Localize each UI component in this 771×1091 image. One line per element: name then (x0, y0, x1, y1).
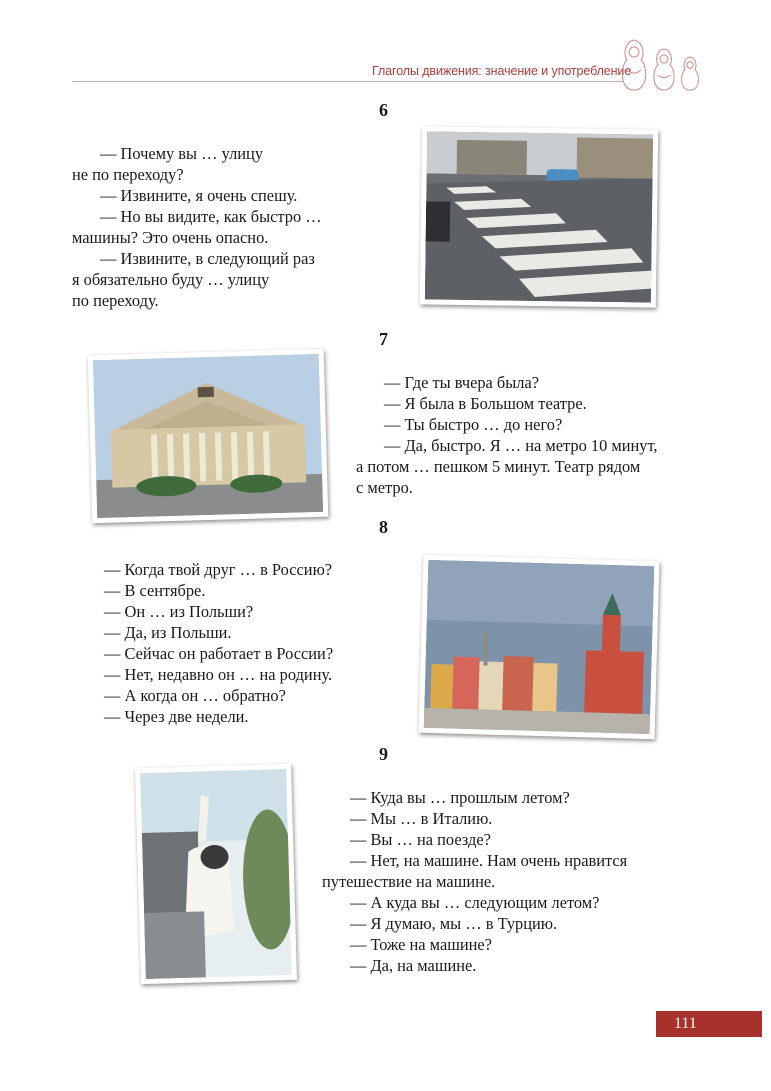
travel-photo (135, 764, 297, 984)
dialogue-line: — А куда вы … следующим летом? (350, 893, 600, 912)
exercise-dialogue (356, 372, 658, 498)
dialogue-line: — В сентябре. (104, 581, 206, 600)
dialogue-line: — Я была в Большом театре. (384, 394, 587, 413)
dialogue-line: — Извините, в следующий раз (100, 249, 315, 268)
exercise-number: 7 (379, 329, 388, 349)
exercise-number: 9 (379, 744, 388, 764)
dialogue-line: — Нет, недавно он … на родину. (104, 665, 333, 684)
castle-square-photo (419, 555, 660, 740)
dialogue-line: — А когда он … обратно? (104, 686, 286, 705)
running-header-title: Глаголы движения: значение и употребление (372, 64, 632, 78)
exercise-number: 6 (379, 100, 388, 120)
exercise-number: 8 (379, 517, 388, 537)
dialogue-line: — Вы … на поезде? (350, 830, 491, 849)
dialogue-line: — Я думаю, мы … в Турцию. (350, 914, 558, 933)
exercise-dialogue (72, 143, 322, 311)
dialogue-line: — Нет, на машине. Нам очень нравится (350, 851, 628, 870)
dialogue-line: — Где ты вчера была? (384, 373, 539, 392)
dialogue-line: — Мы … в Италию. (350, 809, 493, 828)
dialogue-line: — Да, из Польши. (104, 623, 232, 642)
dialogue-line: по переходу. (72, 291, 159, 310)
dialogue-line: путешествие на машине. (322, 872, 496, 891)
dialogue-line: — Когда твой друг … в Россию? (104, 560, 333, 579)
dialogue-line: — Да, быстро. Я … на метро 10 минут, (384, 436, 658, 455)
bolshoi-theatre-photo (88, 349, 329, 524)
header-rule (72, 81, 624, 82)
exercise-dialogue (322, 787, 627, 976)
dialogue-line: — Куда вы … прошлым летом? (350, 788, 570, 807)
dialogue-line: — Извините, я очень спешу. (100, 186, 298, 205)
dialogue-line: — Да, на машине. (350, 956, 477, 975)
dialogue-line: — Ты быстро … до него? (384, 415, 563, 434)
dialogue-line: не по переходу? (72, 165, 184, 184)
matryoshka-dolls-icon (618, 30, 738, 92)
dialogue-line: — Но вы видите, как быстро … (100, 207, 322, 226)
dialogue-line: — Почему вы … улицу (100, 144, 264, 163)
dialogue-line: а потом … пешком 5 минут. Театр рядом (356, 457, 641, 476)
dialogue-line: я обязательно буду … улицу (72, 270, 270, 289)
dialogue-line: — Через две недели. (104, 707, 249, 726)
dialogue-line: — Тоже на машине? (350, 935, 492, 954)
dialogue-line: — Сейчас он работает в России? (104, 644, 334, 663)
page-number: 111 (656, 1011, 762, 1037)
crosswalk-photo (420, 126, 658, 307)
dialogue-line: машины? Это очень опасно. (72, 228, 269, 247)
dialogue-line: с метро. (356, 478, 413, 497)
exercise-dialogue (76, 559, 333, 727)
dialogue-line: — Он … из Польши? (104, 602, 254, 621)
